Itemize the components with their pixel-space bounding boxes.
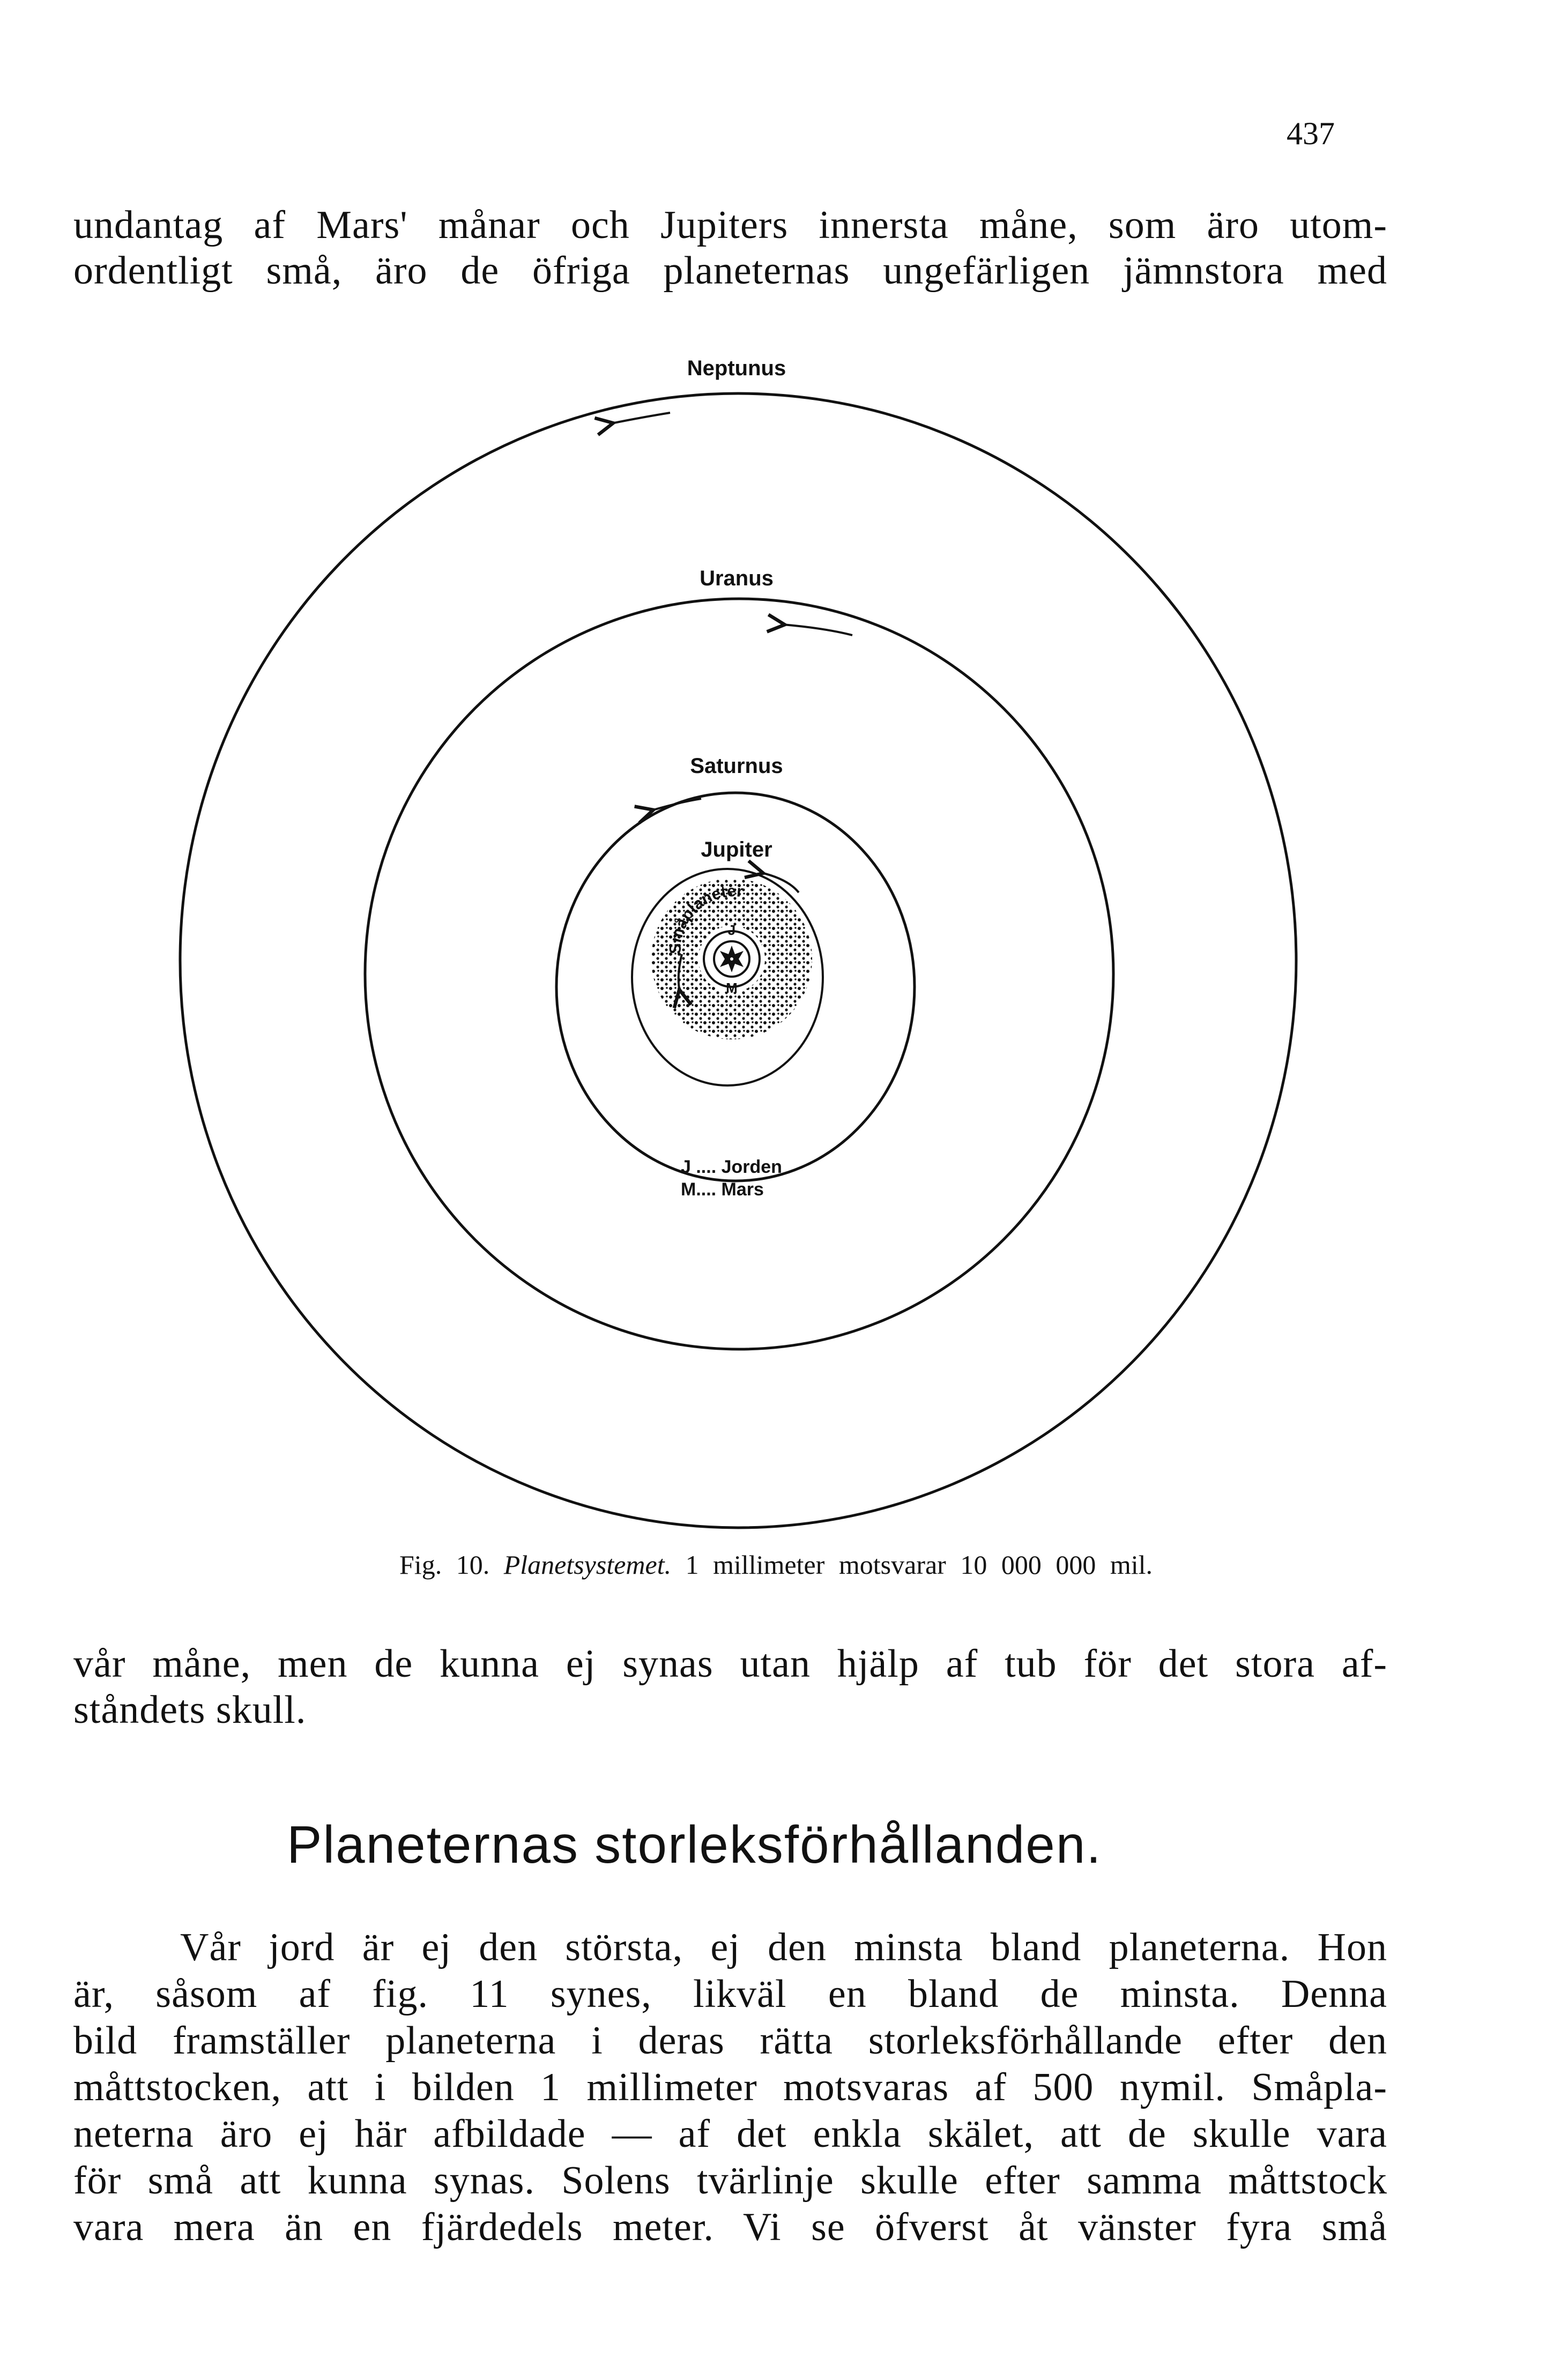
uranus-direction-arrow (783, 624, 852, 635)
saturn-label: Saturnus (690, 754, 783, 778)
figure-scale-text: 1 millimeter motsvarar 10 000 000 mil. (685, 1550, 1153, 1580)
asteroid-label: Småplaneter (666, 882, 744, 955)
neptune-label: Neptunus (687, 356, 786, 380)
text-line: undantag af Mars' månar och Jupiters innersta måne, som äro utom- (73, 203, 1387, 247)
mars-marker: M (726, 980, 738, 996)
neptune-direction-arrow (611, 413, 670, 423)
jupiter-label: Jupiter (701, 838, 772, 861)
uranus-label: Uranus (700, 567, 774, 590)
text-line: måttstocken, att i bilden 1 millimeter motsvaras af 500 nymil. Småpla- (73, 2065, 1387, 2109)
text-line: är, såsom af fig. 11 synes, likväl en bland de minsta. Denna (73, 1972, 1387, 2016)
text-line: ståndets skull. (73, 1688, 307, 1732)
page-number: 437 (1287, 116, 1335, 151)
text-line: Vår jord är ej den största, ej den minsta bland planeterna. Hon (180, 1925, 1387, 1969)
text-line: ordentligt små, äro de öfriga planeternas ungefärligen jämnstora med (73, 249, 1387, 293)
text-line: vår måne, men de kunna ej synas utan hjälp af tub för det stora af- (73, 1642, 1387, 1686)
text-line: neterna äro ej här afbildade — af det enkla skälet, att de skulle vara (73, 2112, 1387, 2156)
figure-caption (399, 1549, 1153, 1580)
legend-mars: M.... Mars (681, 1179, 764, 1200)
text-line: bild framställer planeterna i deras rätta storleksförhållande efter den (73, 2019, 1387, 2063)
text-line: vara mera än en fjärdedels meter. Vi se öfverst åt vänster fyra små (73, 2205, 1387, 2249)
figure-title: Planetsystemet. (503, 1550, 672, 1580)
section-heading: Planeternas storleksförhållanden. (287, 1815, 1102, 1874)
saturn-direction-arrow (651, 799, 701, 810)
earth-marker: J (727, 922, 736, 938)
text-line: för små att kunna synas. Solens tvärlinje skulle efter samma måttstock (73, 2159, 1387, 2203)
figure-number: Fig. 10. (399, 1550, 490, 1580)
legend-earth: J .... Jorden (681, 1157, 782, 1177)
